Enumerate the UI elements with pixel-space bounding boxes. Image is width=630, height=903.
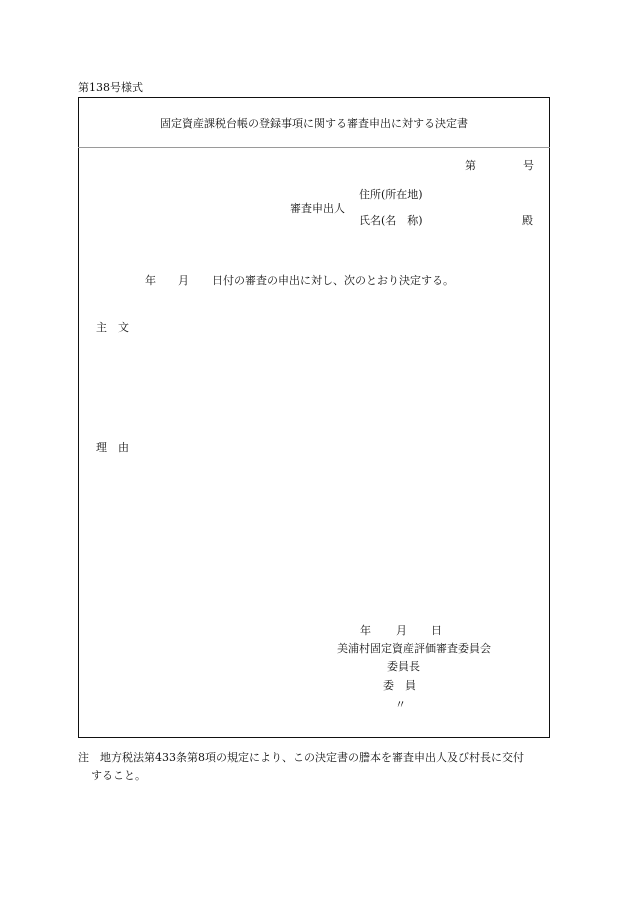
note-line-1: 注 地方税法第433条第8項の規定により、この決定書の謄本を審査申出人及び村長に交付 <box>78 751 524 764</box>
member-label: 委 員 <box>383 679 416 692</box>
address-label: 住所(所在地) <box>359 188 423 201</box>
document-title: 固定資産課税台帳の登録事項に関する審査申出に対する決定書 <box>160 117 468 130</box>
doc-number-go: 号 <box>523 159 534 172</box>
decision-year: 年 <box>145 274 156 287</box>
form-number: 第138号様式 <box>78 81 143 94</box>
chair-label: 委員長 <box>387 660 420 673</box>
decision-month: 月 <box>178 274 189 287</box>
applicant-label: 審査申出人 <box>290 202 345 215</box>
signature-month: 月 <box>396 624 407 637</box>
signature-day: 日 <box>431 624 442 637</box>
main-text-label: 主 文 <box>96 321 129 334</box>
ditto-mark: 〃 <box>395 698 406 711</box>
doc-number-dai: 第 <box>465 159 476 172</box>
title-divider <box>78 147 550 148</box>
committee-name: 美浦村固定資産評価審査委員会 <box>337 642 491 655</box>
decision-sentence: 日付の審査の申出に対し、次のとおり決定する。 <box>212 274 454 287</box>
reason-label: 理 由 <box>96 441 129 454</box>
signature-year: 年 <box>360 624 371 637</box>
name-label: 氏名(名 称) <box>359 214 423 227</box>
honorific: 殿 <box>522 214 533 227</box>
note-line-2: すること。 <box>91 769 146 782</box>
